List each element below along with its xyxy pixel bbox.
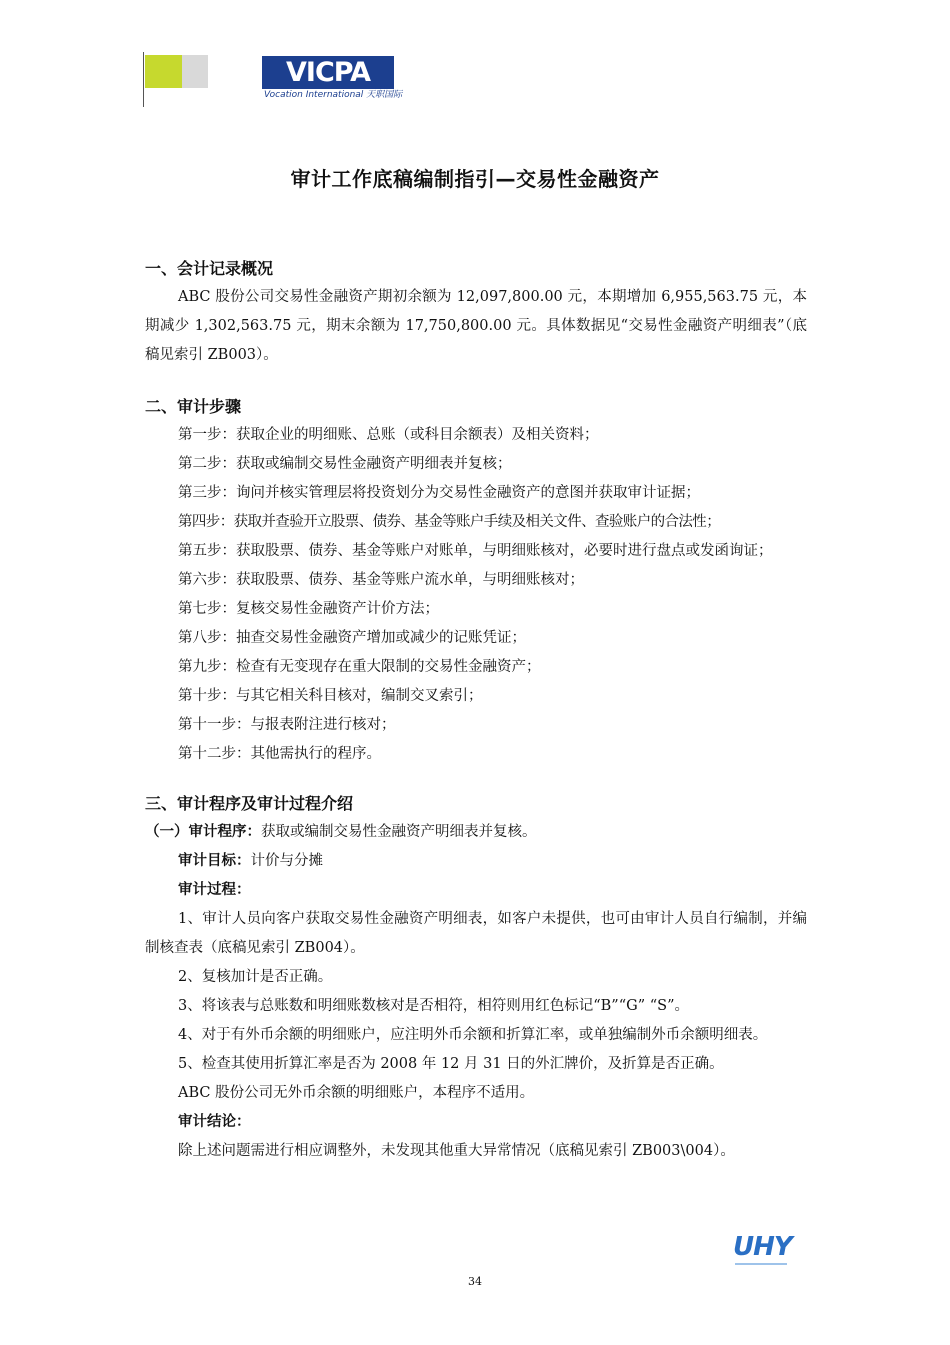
step-6: 第六步：获取股票、债券、基金等账户流水单，与明细账核对； bbox=[178, 572, 584, 588]
section1-paragraph: ABC 股份公司交易性金融资产期初余额为 12,097,800.00 元，本期增加 6,955,563.75 元，本期减少 1,302,563.75 元，期末余额为 17,750,800.00 元。具体数据见“交易性金融资产明细表”（底稿见索引 ZB003）。 bbox=[145, 289, 807, 363]
step-3: 第三步：询问并核实管理层将投资划分为交易性金融资产的意图并获取审计证据； bbox=[178, 485, 700, 501]
conclusion-text: 除上述问题需进行相应调整外，未发现其他重大异常情况（底稿见索引 ZB003\004）。 bbox=[178, 1143, 735, 1159]
section3-heading: 三、审计程序及审计过程介绍 bbox=[145, 794, 354, 813]
process-label: 审计过程： bbox=[178, 882, 251, 898]
step-11: 第十一步：与报表附注进行核对； bbox=[178, 717, 396, 733]
goal-text: 计价与分摊 bbox=[250, 853, 323, 869]
vicpa-logo bbox=[262, 56, 403, 102]
process-note: ABC 股份公司无外币余额的明细账户，本程序不适用。 bbox=[178, 1085, 535, 1101]
step-7: 第七步：复核交易性金融资产计价方法； bbox=[178, 601, 439, 617]
process-item-5: 5、检查其使用折算汇率是否为 2008 年 12 月 31 日的外汇牌价，及折算是否正确。 bbox=[178, 1056, 724, 1072]
uhy-logo: UHY bbox=[733, 1232, 792, 1262]
step-10: 第十步：与其它相关科目核对，编制交叉索引； bbox=[178, 688, 483, 704]
conclusion-line bbox=[145, 1108, 807, 1137]
process-item-4: 4、对于有外币余额的明细账户，应注明外币余额和折算汇率，或单独编制外币余额明细表。 bbox=[178, 1027, 768, 1043]
page-number: 34 bbox=[468, 1275, 482, 1288]
header-grey-block bbox=[182, 55, 208, 88]
header-divider bbox=[143, 52, 144, 107]
step-8: 第八步：抽查交易性金融资产增加或减少的记账凭证； bbox=[178, 630, 526, 646]
step-12: 第十二步：其他需执行的程序。 bbox=[178, 746, 381, 762]
document-body bbox=[145, 254, 807, 1166]
section2-heading: 二、审计步骤 bbox=[145, 397, 242, 416]
process-item-2: 2、复核加计是否正确。 bbox=[178, 969, 333, 985]
goal-label: 审计目标： bbox=[178, 853, 251, 869]
step-2: 第二步：获取或编制交易性金融资产明细表并复核； bbox=[178, 456, 512, 472]
step-1: 第一步：获取企业的明细账、总账（或科目余额表）及相关资料； bbox=[178, 427, 599, 443]
goal-line bbox=[145, 847, 807, 876]
logo-text: VICPA bbox=[286, 57, 370, 88]
process-line bbox=[145, 876, 807, 905]
logo-subtext: Vocation International 天职国际 bbox=[264, 90, 403, 100]
document-title: 审计工作底稿编制指引—交易性金融资产 bbox=[290, 167, 660, 191]
step-4: 第四步：获取并查验开立股票、债券、基金等账户手续及相关文件、查验账户的合法性； bbox=[178, 514, 721, 530]
step-5: 第五步：获取股票、债券、基金等账户对账单，与明细账核对，必要时进行盘点或发函询证； bbox=[178, 543, 773, 559]
procedure-label: （一）审计程序： bbox=[145, 824, 261, 840]
header-green-block bbox=[145, 55, 182, 88]
process-item-3: 3、将该表与总账数和明细账数核对是否相符，相符则用红色标记“B”“G” “S”。 bbox=[178, 998, 689, 1014]
conclusion-label: 审计结论： bbox=[178, 1114, 251, 1130]
step-9: 第九步：检查有无变现存在重大限制的交易性金融资产； bbox=[178, 659, 541, 675]
procedure-text: 获取或编制交易性金融资产明细表并复核。 bbox=[261, 824, 537, 840]
uhy-logo-underline bbox=[735, 1263, 787, 1265]
section1-heading: 一、会计记录概况 bbox=[145, 259, 274, 278]
process-item-1: 1、审计人员向客户获取交易性金融资产明细表，如客户未提供，也可由审计人员自行编制，并编制核查表（底稿见索引 ZB004）。 bbox=[145, 911, 807, 956]
procedure-line bbox=[145, 818, 807, 847]
